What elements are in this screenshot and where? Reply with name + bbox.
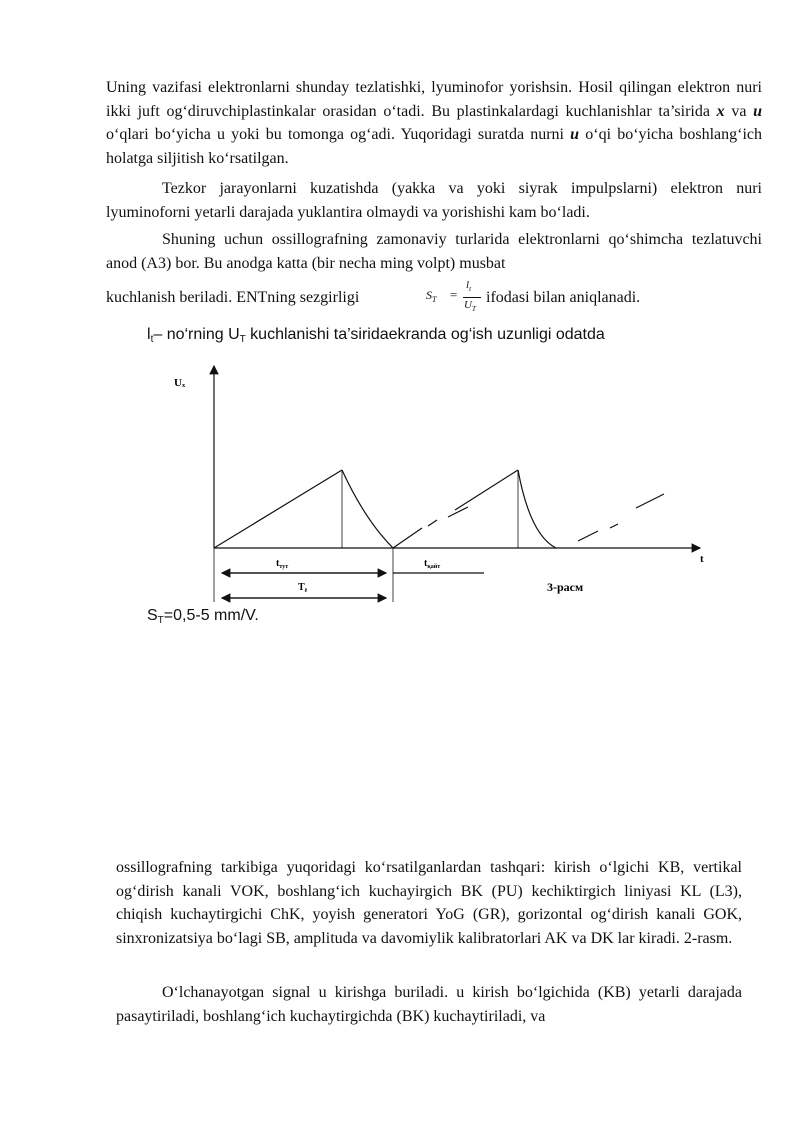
paragraph-2: Tezkor jarayonlarni kuzatishda (yakka va yoki siyrak impulpslarni) elektron nuri lyuminoforni yetarli darajada yuklantira olmaydi va yorishishi kam bo‘ladi. [106, 180, 762, 221]
sawtooth-fall-1 [342, 470, 393, 548]
formula-lhs: $S_T$ [426, 288, 437, 304]
t-tug-label: $t_{тут}$ [276, 558, 289, 570]
paragraph-3-end: ifodasi bilan aniqlanadi. [486, 289, 641, 306]
paragraph-1-text-b: o‘qlari bo‘yicha u yoki bu tomonga og‘adi. Yuqoridagi suratda nurni [106, 126, 571, 143]
figure-caption: 3-расм [547, 580, 584, 594]
dashed-rise-2a [393, 528, 422, 548]
sawtooth-fall-2 [518, 470, 556, 548]
paragraph-1-text: Uning vazifasi elektronlarni shunday tezlatishki, lyuminofor yorishsin. Hosil qilingan elektron nuri ikki juft og‘diruvchiplastinkalar orasidan o‘tadi. Bu plastinkalardagi kuchlanishlar ta’sirida [106, 79, 762, 120]
x-axis-label: t [700, 553, 704, 565]
paragraph-6: ossillografning tarkibiga yuqoridagi ko‘rsatilganlardan tashqari: kirish o‘lgichi KB, vertikal og‘dirish kanali VOK, boshlang‘ich kuchayirgich BK (PU) kechiktirgich liniyasi KL (L3), chiqish kuchaytirgichi ChK, yoyish generatori YoG (GR), gorizontal og‘dirish kanali GOK, sinxronizatsiya bo‘lagi SB, amplituda va davomiylik kalibratorlari AK va DK lar kiradi. 2-rasm. [116, 859, 742, 947]
paragraph-4: $l_t-$ no‘rning $U_T$ kuchlanishi ta’siridaekranda og‘ish uzunligi odatda [147, 326, 605, 345]
paragraph-7: O‘lchanayotgan signal u kirishga buriladi. u kirish bo‘lgichida (KB) yetarli darajada pasaytiriladi, boshlang‘ich kuchaytirgichda (BK) kuchaytiriladi, va [116, 984, 742, 1025]
dashed-rise-2b [428, 520, 437, 526]
dashed-rise-3c [636, 494, 664, 508]
paragraph-1-va: va [724, 102, 754, 120]
dashed-rise-3a [578, 531, 598, 541]
paragraph-1-text-c: o‘qi bo‘yicha boshlang‘ich holatga siljitish ko‘rsatilgan. [106, 126, 762, 167]
paragraph-3: Shuning uchun ossillografning zamonaviy turlarida elektronlarni qo‘shimcha tezlatuvchi anod (A3) bor. Bu anodga katta (bir necha ming volpt) musbat [106, 231, 762, 272]
formula-numerator: $l_t$ [466, 279, 472, 293]
t-qayt-label: $t_{қайт}$ [424, 558, 441, 570]
x-axis-symbol: x [716, 102, 725, 120]
formula-equals: = [450, 287, 458, 302]
u-axis-symbol-2: u [570, 126, 580, 143]
paragraph-3-last-line: kuchlanish beriladi. ENTning sezgirligi [106, 289, 360, 306]
sawtooth-rise-2 [455, 470, 518, 510]
dashed-rise-3b [610, 524, 618, 528]
y-axis-label: Uₓ [174, 377, 186, 389]
T-label: $T_ё$ [298, 582, 308, 594]
u-axis-symbol: u [753, 102, 763, 120]
sawtooth-rise-1 [214, 470, 342, 548]
formula-denominator: $U_T$ [464, 299, 476, 313]
sensitivity-value: $S_T=0,5-5$ mm/V. [147, 607, 259, 626]
